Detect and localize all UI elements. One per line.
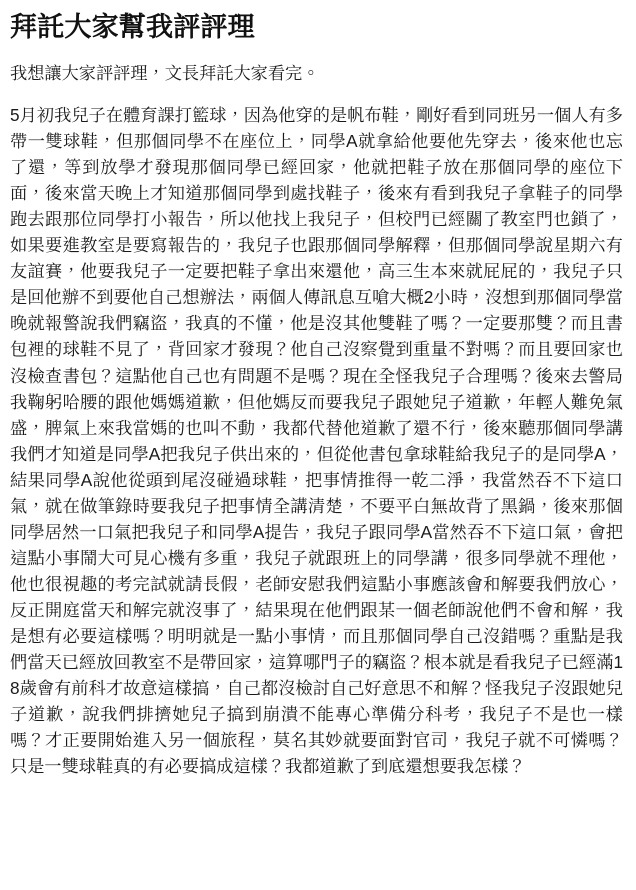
article-paragraph: 我想讓大家評評理，文長拜託大家看完。 xyxy=(10,63,320,83)
article-body xyxy=(10,60,623,779)
page-title: 拜託大家幫我評評理 xyxy=(10,12,255,42)
article-paragraph: 5月初我兒子在體育課打籃球，因為他穿的是帆布鞋，剛好看到同班另一個人有多帶一雙球鞋，但那個同學不在座位上，同學A就拿給他要他先穿去，後來他也忘了還，等到放學才發現那個同學已經回家，他就把鞋子放在那個同學的座位下面，後來當天晚上才知道那個同學到處找鞋子，後來有看到我兒子拿鞋子的同學跑去跟那位同學打小報告，所以他找上我兒子，但校門已經關了教室門也鎖了，如果要進教室是要寫報告的，我兒子也跟那個同學解釋，但那個同學說星期六有友誼賽，他要我兒子一定要把鞋子拿出來還他，高三生本來就屁屁的，我兒子只是回他辦不到要他自己想辦法，兩個人傳訊息互嗆大概2小時，沒想到那個同學當晚就報警說我們竊盜，我真的不懂，他是沒其他雙鞋了嗎？一定要那雙？而且書包裡的球鞋不見了，背回家才發現？他自己沒察覺到重量不對嗎？而且要回家也沒檢查書包？這點他自己也有問題不是嗎？現在全怪我兒子合理嗎？後來去警局我鞠躬哈腰的跟他媽媽道歉，但他媽反而要我兒子跟她兒子道歉，年輕人難免氣盛，脾氣上來我當媽的也叫不動，我都代替他道歉了還不行，後來聽那個同學講我們才知道是同學A把我兒子供出來的，但從他書包拿球鞋給我兒子的是同學A，結果同學A說他從頭到尾沒碰過球鞋，把事情推得一乾二淨，我當然吞不下這口氣，就在做筆錄時要我兒子把事情全講清楚，不要平白無故背了黑鍋，後來那個同學居然一口氣把我兒子和同學A提告，我兒子跟同學A當然吞不下這口氣，會把這點小事鬧大可見心機有多重，我兒子就跟班上的同學講，很多同學就不理他，他也很視趣的考完試就請長假，老師安慰我們這點小事應該會和解要我們放心，反正開庭當天和解完就沒事了，結果現在他們跟某一個老師說他們不會和解，我是想有必要這樣嗎？明明就是一點小事情，而且那個同學自己沒錯嗎？重點是我們當天已經放回教室不是帶回家，這算哪門子的竊盜？根本就是看我兒子已經滿18歲會有前科才故意這樣搞，自己都沒檢討自己好意思不和解？怪我兒子沒跟她兒子道歉，說我們排擠她兒子搞到崩潰不能專心準備分科考，我兒子不是也一樣嗎？才正要開始進入另一個旅程，莫名其妙就要面對官司，我兒子就不可憐嗎？只是一雙球鞋真的有必要搞成這樣？我都道歉了到底還想要我怎樣？ xyxy=(10,105,623,777)
